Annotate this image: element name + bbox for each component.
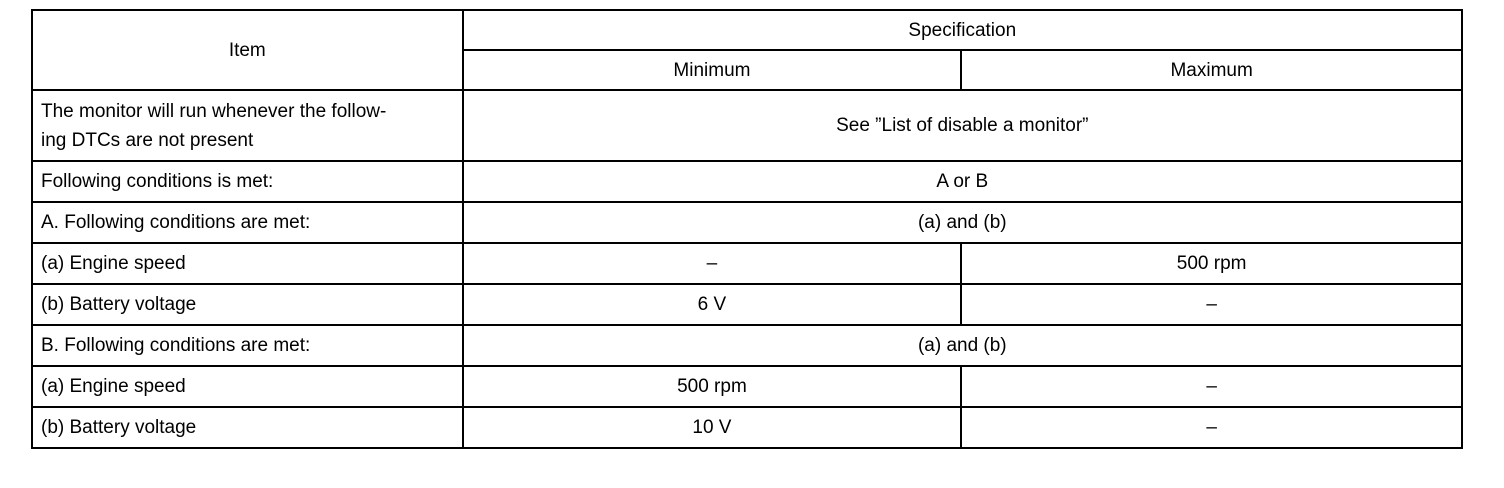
table-row bbox=[32, 407, 1462, 448]
item-header: Item bbox=[32, 10, 463, 90]
table-row bbox=[32, 161, 1462, 202]
item-cell: A. Following conditions are met: bbox=[32, 202, 463, 243]
table-row bbox=[32, 243, 1462, 284]
item-cell: (b) Battery voltage bbox=[32, 284, 463, 325]
spec-span-cell: See ”List of disable a monitor” bbox=[463, 90, 1462, 161]
minimum-cell: – bbox=[463, 243, 962, 284]
table-row bbox=[32, 202, 1462, 243]
header-row bbox=[32, 10, 1462, 50]
maximum-cell: – bbox=[961, 366, 1462, 407]
maximum-cell: – bbox=[961, 407, 1462, 448]
spec-span-cell: (a) and (b) bbox=[463, 325, 1462, 366]
item-cell: (a) Engine speed bbox=[32, 366, 463, 407]
maximum-header: Maximum bbox=[961, 50, 1462, 90]
table-row bbox=[32, 90, 1462, 161]
item-cell: (b) Battery voltage bbox=[32, 407, 463, 448]
item-cell bbox=[32, 90, 463, 161]
specification-table bbox=[31, 9, 1463, 449]
item-line: The monitor will run whenever the follow- bbox=[41, 100, 387, 122]
minimum-cell: 6 V bbox=[463, 284, 962, 325]
table-row bbox=[32, 325, 1462, 366]
table-row bbox=[32, 366, 1462, 407]
specification-header: Specification bbox=[463, 10, 1462, 50]
spec-span-cell: A or B bbox=[463, 161, 1462, 202]
item-cell: B. Following conditions are met: bbox=[32, 325, 463, 366]
item-line: ing DTCs are not present bbox=[41, 129, 254, 151]
minimum-cell: 10 V bbox=[463, 407, 962, 448]
item-cell: (a) Engine speed bbox=[32, 243, 463, 284]
spec-span-cell: (a) and (b) bbox=[463, 202, 1462, 243]
minimum-cell: 500 rpm bbox=[463, 366, 962, 407]
minimum-header: Minimum bbox=[463, 50, 962, 90]
table-row bbox=[32, 284, 1462, 325]
item-cell: Following conditions is met: bbox=[32, 161, 463, 202]
maximum-cell: – bbox=[961, 284, 1462, 325]
maximum-cell: 500 rpm bbox=[961, 243, 1462, 284]
